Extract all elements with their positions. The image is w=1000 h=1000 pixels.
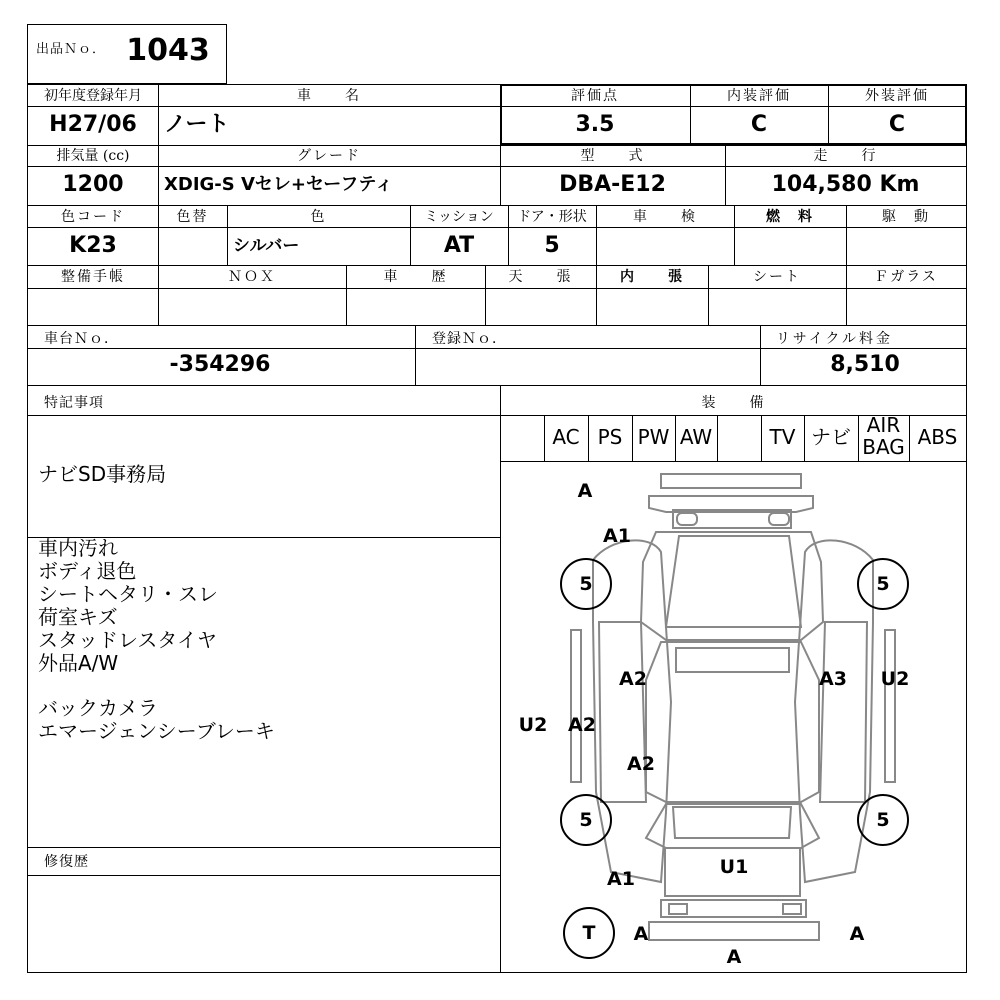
mark-left-front-door: A2 [619,668,647,690]
mark-left-side-outer: U2 [518,714,548,736]
reg-no-label: 登録Ｎｏ． [432,331,507,347]
equip-bag: BAG [862,435,905,459]
remark-line: 車内汚れ [38,536,118,560]
remark-line: バックカメラ [38,696,158,720]
displacement-label: 排気量 (cc) [56,148,130,164]
remark-line: エマージェンシーブレーキ [38,719,275,743]
repair-label: 修復歴 [44,854,89,870]
manual-label: 整備手帳 [61,269,125,285]
mark-rear-bumper-left: A [633,923,649,945]
chassis-label: 車台Ｎｏ． [44,331,119,347]
recycle-value: 8,510 [830,352,900,377]
exterior-value: C [888,112,906,137]
model-value: DBA-E12 [559,172,666,197]
equip-navi: ナビ [811,425,851,449]
displacement-value: 1200 [62,172,124,197]
mark-left-rear-door: A2 [627,753,655,775]
first-reg-value: H27/06 [49,112,137,137]
tire-rear-right: 5 [857,794,909,846]
color-code-value: K23 [69,233,117,258]
remark-line: 荷室キズ [38,605,118,629]
car-name-value: ノート [164,112,230,137]
first-reg-label: 初年度登録年月 [44,88,142,104]
color-label: 色 [310,209,327,225]
mileage-label: 走 行 [813,148,878,164]
mileage-value: 104,580 Km [771,172,920,197]
history-label: 車 歴 [383,269,448,285]
equip-air: AIR [866,413,901,437]
chassis-value: -354296 [169,352,271,377]
mark-left-side-inner: A2 [568,714,596,736]
equip-abs: ABS [917,425,958,449]
remark-line: シートヘタリ・スレ [38,582,218,606]
inspection-label: 車 検 [633,209,697,225]
remarks-top: ナビSD事務局 [38,462,167,486]
grade-value: XDIG-S Vセレ+セーフティ [164,174,393,195]
equipment-label: 装 備 [701,395,766,411]
spare-tire: T [563,907,615,959]
color-code-label: 色コード [61,209,125,225]
remark-line [38,675,275,697]
equip-pw: PW [637,425,670,449]
transmission-label: ミッション [424,209,494,225]
car-name-label: 車 名 [297,88,361,104]
recolor-label: 色替 [176,209,209,225]
remark-line: ボディ退色 [38,559,137,583]
remarks-list [38,537,275,743]
equip-aw: AW [679,425,713,449]
mark-rear-bumper-right: A [849,923,865,945]
mark-rear-bumper-bottom: A [726,946,742,968]
equip-ac: AC [552,425,580,449]
lot-number: 1043 [126,33,210,68]
model-label: 型 式 [580,148,645,164]
doors-value: 5 [544,233,560,258]
mark-rear-left: A1 [607,868,635,890]
grade-label: グレード [297,148,361,164]
drive-label: 駆 動 [882,209,930,225]
recycle-label: リサイクル料金 [776,331,894,347]
mark-right-side: U2 [880,668,910,690]
sunroof-label: 天 張 [508,269,573,285]
mark-trunk: U1 [719,856,749,878]
mark-front-bumper: A [577,480,593,502]
score-label: 評価点 [571,88,619,104]
lot-label: 出品Ｎｏ． [36,42,107,57]
nox-label: ＮＯＸ [228,269,276,285]
interior-value: C [750,112,768,137]
exterior-label: 外装評価 [865,88,929,104]
headliner-label: 内 張 [620,269,684,285]
remark-line: 外品A/W [38,651,119,675]
equip-tv: TV [769,425,796,449]
fglass-label: Ｆガラス [874,269,938,285]
score-value: 3.5 [575,112,615,137]
transmission-value: AT [443,233,475,258]
remarks-label: 特記事項 [44,395,104,411]
remark-line: スタッドレスタイヤ [38,628,217,652]
color-value: シルバー [233,236,300,256]
equip-ps: PS [597,425,623,449]
interior-label: 内装評価 [727,88,791,104]
tire-rear-left: 5 [560,794,612,846]
seat-label: シート [753,269,801,285]
doors-label: ドア・形状 [517,209,587,225]
tire-front-left: 5 [560,558,612,610]
fuel-label: 燃 料 [766,209,814,225]
mark-right-front-door: A3 [819,668,847,690]
mark-front-center: A1 [603,525,631,547]
tire-front-right: 5 [857,558,909,610]
